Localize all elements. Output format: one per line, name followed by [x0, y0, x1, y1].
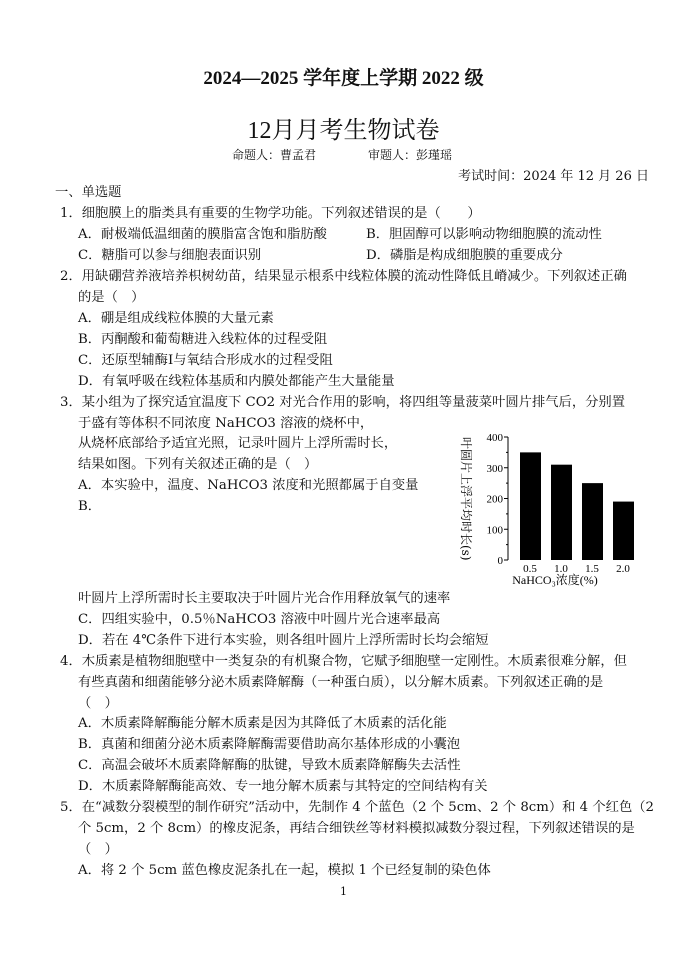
- x-tick-label: 0.5: [523, 563, 537, 575]
- q5-option-a: A．将 2 个 5cm 蓝色橡皮泥条扎在一起，模拟 1 个已经复制的染色体: [78, 863, 491, 878]
- q2-option-a: A．硼是组成线粒体膜的大量元素: [78, 311, 274, 326]
- q1-option-b: B．胆固醇可以影响动物细胞膜的流动性: [366, 227, 602, 242]
- q3-option-d: D．若在 4℃条件下进行本实验，则各组叶圆片上浮所需时长均会缩短: [78, 633, 489, 648]
- q3-option-a: A．本实验中，温度、NaHCO3 浓度和光照都属于自变量: [78, 478, 419, 493]
- q3-stem: 3．某小组为了探究适宜温度下 CO2 对光合作用的影响，将四组等量菠菜叶圆片排气后，分别置: [60, 395, 626, 410]
- q1-stem: 1．细胞膜上的脂类具有重要的生物学功能。下列叙述错误的是（ ）: [60, 206, 481, 221]
- x-tick-label: 1.5: [585, 563, 599, 575]
- q3-stem-3: 从烧杯底部给予适宜光照，记录叶圆片上浮所需时长，: [78, 436, 398, 451]
- authors: [232, 146, 504, 163]
- q4-stem-3: （ ）: [78, 696, 118, 711]
- bar-chart: [455, 425, 640, 590]
- x-axis-label: NaHCO₃浓度(%): [512, 573, 598, 587]
- exam-subtitle: 12月月考生物试卷: [247, 118, 440, 144]
- q4-stem-2: 有些真菌和细菌能够分泌木质素降解酶（一种蛋白质），以分解木质素。下列叙述正确的是: [78, 675, 604, 690]
- q4-stem: 4．木质素是植物细胞壁中一类复杂的有机聚合物，它赋予细胞壁一定刚性。木质素很难分解，但: [60, 654, 627, 669]
- page-number: 1: [340, 885, 347, 898]
- bar-1.5: [582, 483, 603, 560]
- q1-option-c: C．糖脂可以参与细胞表面识别: [78, 248, 262, 263]
- x-tick-label: 1.0: [554, 563, 568, 575]
- y-tick-label: 300: [486, 462, 503, 475]
- bar-2.0: [613, 502, 634, 560]
- x-tick-label: 2.0: [616, 563, 630, 575]
- q3-option-b-text: 叶圆片上浮所需时长主要取决于叶圆片光合作用释放氧气的速率: [78, 591, 451, 606]
- exam-title: 2024—2025 学年度上学期 2022 级: [203, 68, 484, 89]
- q2-option-c: C．还原型辅酶Ⅰ与氧结合形成水的过程受阻: [78, 353, 333, 368]
- q4-option-d: D．木质素降解酶能高效、专一地分解木质素与其特定的空间结构有关: [78, 779, 488, 794]
- q2-option-d: D．有氧呼吸在线粒体基质和内膜处都能产生大量能量: [78, 374, 395, 389]
- y-axis-label: 叶圆片上浮平均时长(s): [459, 437, 473, 561]
- q5-stem-3: （ ）: [78, 842, 118, 857]
- bar-1.0: [551, 465, 572, 560]
- y-tick-label: 0: [497, 555, 503, 567]
- q3-stem-2: 于盛有等体积不同浓度 NaHCO3 溶液的烧杯中，: [78, 416, 374, 431]
- q3-option-b: B．: [78, 499, 102, 514]
- q1-option-a: A．耐极端低温细菌的膜脂富含饱和脂肪酸: [78, 227, 327, 242]
- q4-option-a: A．木质素降解酶能分解木质素是因为其降低了木质素的活化能: [78, 716, 447, 731]
- q2-stem-cont: 的是（ ）: [78, 290, 145, 305]
- reviewer: 审题人：彭瑾瑶: [368, 148, 453, 162]
- q2-stem: 2．用缺硼营养液培养枳树幼苗，结果显示根系中线粒体膜的流动性降低且嵴减少。下列叙述正确: [60, 269, 627, 284]
- bar-0.5: [520, 452, 541, 560]
- section-heading: 一、单选题: [55, 185, 122, 200]
- q3-stem-4: 结果如图。下列有关叙述正确的是（ ）: [78, 457, 318, 472]
- y-tick-label: 400: [486, 432, 503, 444]
- y-tick-label: 200: [486, 493, 503, 506]
- setter: 命题人：曹孟君: [232, 148, 317, 162]
- q4-option-c: C．高温会破坏木质素降解酶的肽键，导致木质素降解酶失去活性: [78, 758, 461, 773]
- exam-date: 考试时间：2024 年 12 月 26 日: [458, 169, 649, 184]
- y-tick-label: 100: [486, 524, 503, 537]
- q5-stem: 5．在“减数分裂模型的制作研究”活动中，先制作 4 个蓝色（2 个 5cm、2 个 8cm）和 4 个红色（2: [60, 800, 654, 815]
- q4-option-b: B．真菌和细菌分泌木质素降解酶需要借助高尔基体形成的小囊泡: [78, 737, 461, 752]
- q3-option-c: C．四组实验中，0.5％NaHCO3 溶液中叶圆片光合速率最高: [78, 612, 441, 627]
- q2-option-b: B．丙酮酸和葡萄糖进入线粒体的过程受阻: [78, 332, 328, 347]
- q5-stem-2: 个 5cm，2 个 8cm）的橡皮泥条，再结合细铁丝等材料模拟减数分裂过程，下列叙述错误的是: [78, 821, 635, 836]
- q1-option-d: D．磷脂是构成细胞膜的重要成分: [366, 248, 563, 263]
